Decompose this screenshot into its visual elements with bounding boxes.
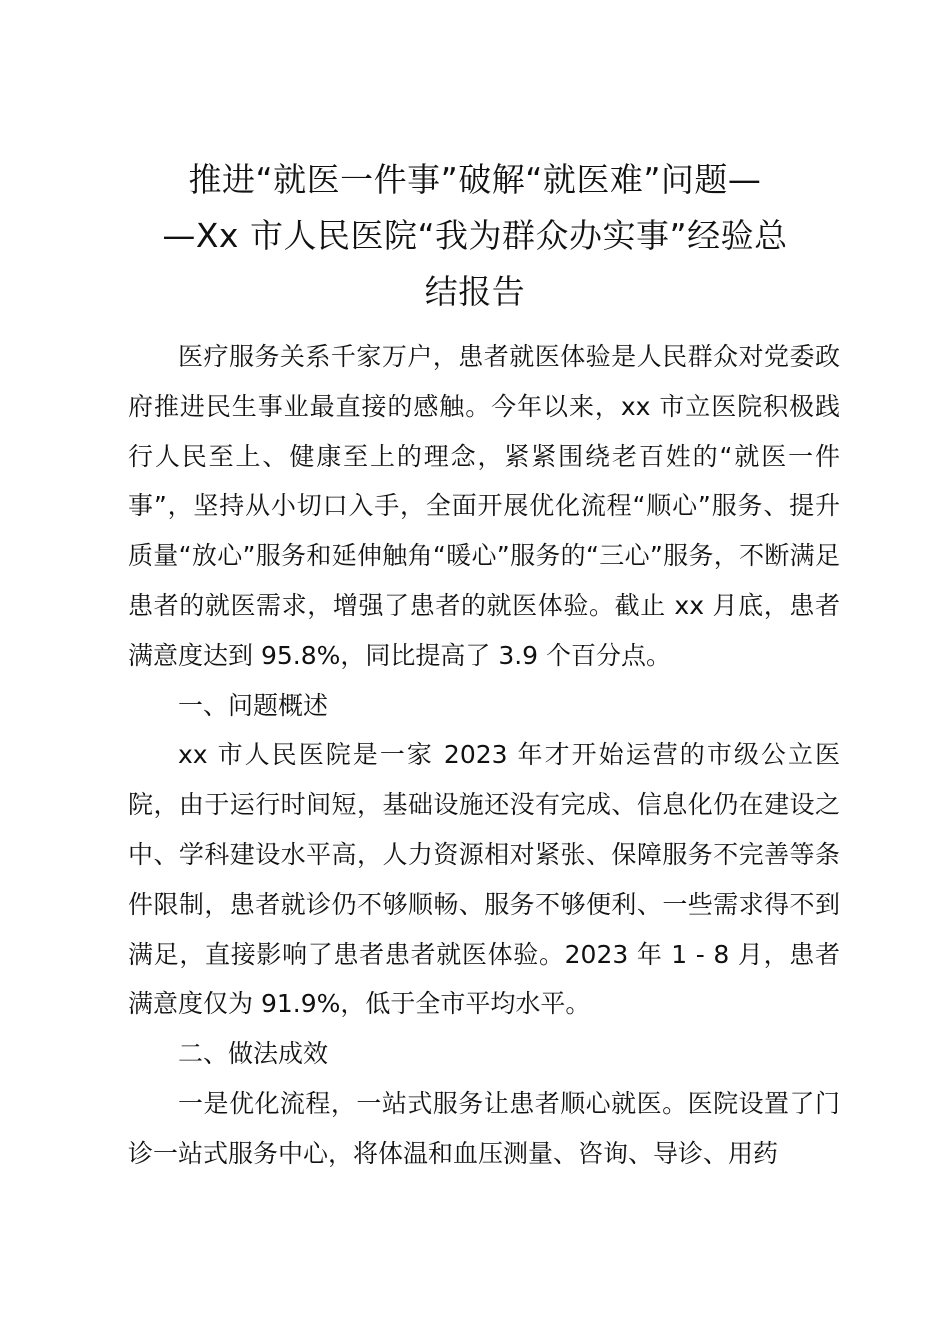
practices-paragraph: 一是优化流程，一站式服务让患者顺心就医。医院设置了门诊一站式服务中心，将体温和血压测量、咨询、导诊、用药	[128, 1088, 840, 1168]
section-heading-problem-overview: 一、问题概述	[178, 690, 329, 720]
intro-paragraph: 医疗服务关系千家万户，患者就医体验是人民群众对党委政府推进民生事业最直接的感触。今年以来，xx 市立医院积极践行人民至上、健康至上的理念，紧紧围绕老百姓的“就医一件事”，坚持从小切口入手，全面开展优化流程“顺心”服务、提升质量“放心”服务和延伸触角“暖心”服务的“三心”服务，不断满足患者的就医需求，增强了患者的就医体验。截止 xx 月底，患者满意度达到 95.8%，同比提高了 3.9 个百分点。	[128, 342, 840, 670]
title-line-3: 结报告	[424, 272, 526, 311]
section-heading-practices-results: 二、做法成效	[178, 1039, 329, 1069]
problem-overview-paragraph: xx 市人民医院是一家 2023 年才开始运营的市级公立医院，由于运行时间短，基础设施还没有完成、信息化仍在建设之中、学科建设水平高，人力资源相对紧张、保障服务不完善等条件限制，患者就诊仍不够顺畅、服务不够便利、一些需求得不到满足，直接影响了患者患者就医体验。2023 年 1 - 8 月，患者满意度仅为 91.9%，低于全市平均水平。	[128, 740, 840, 1019]
document-body	[128, 332, 840, 1179]
title-line-2: —Xx 市人民医院“我为群众办实事”经验总	[162, 216, 788, 255]
title-line-1: 推进“就医一件事”破解“就医难”问题—	[188, 160, 762, 199]
document-title	[120, 152, 830, 320]
